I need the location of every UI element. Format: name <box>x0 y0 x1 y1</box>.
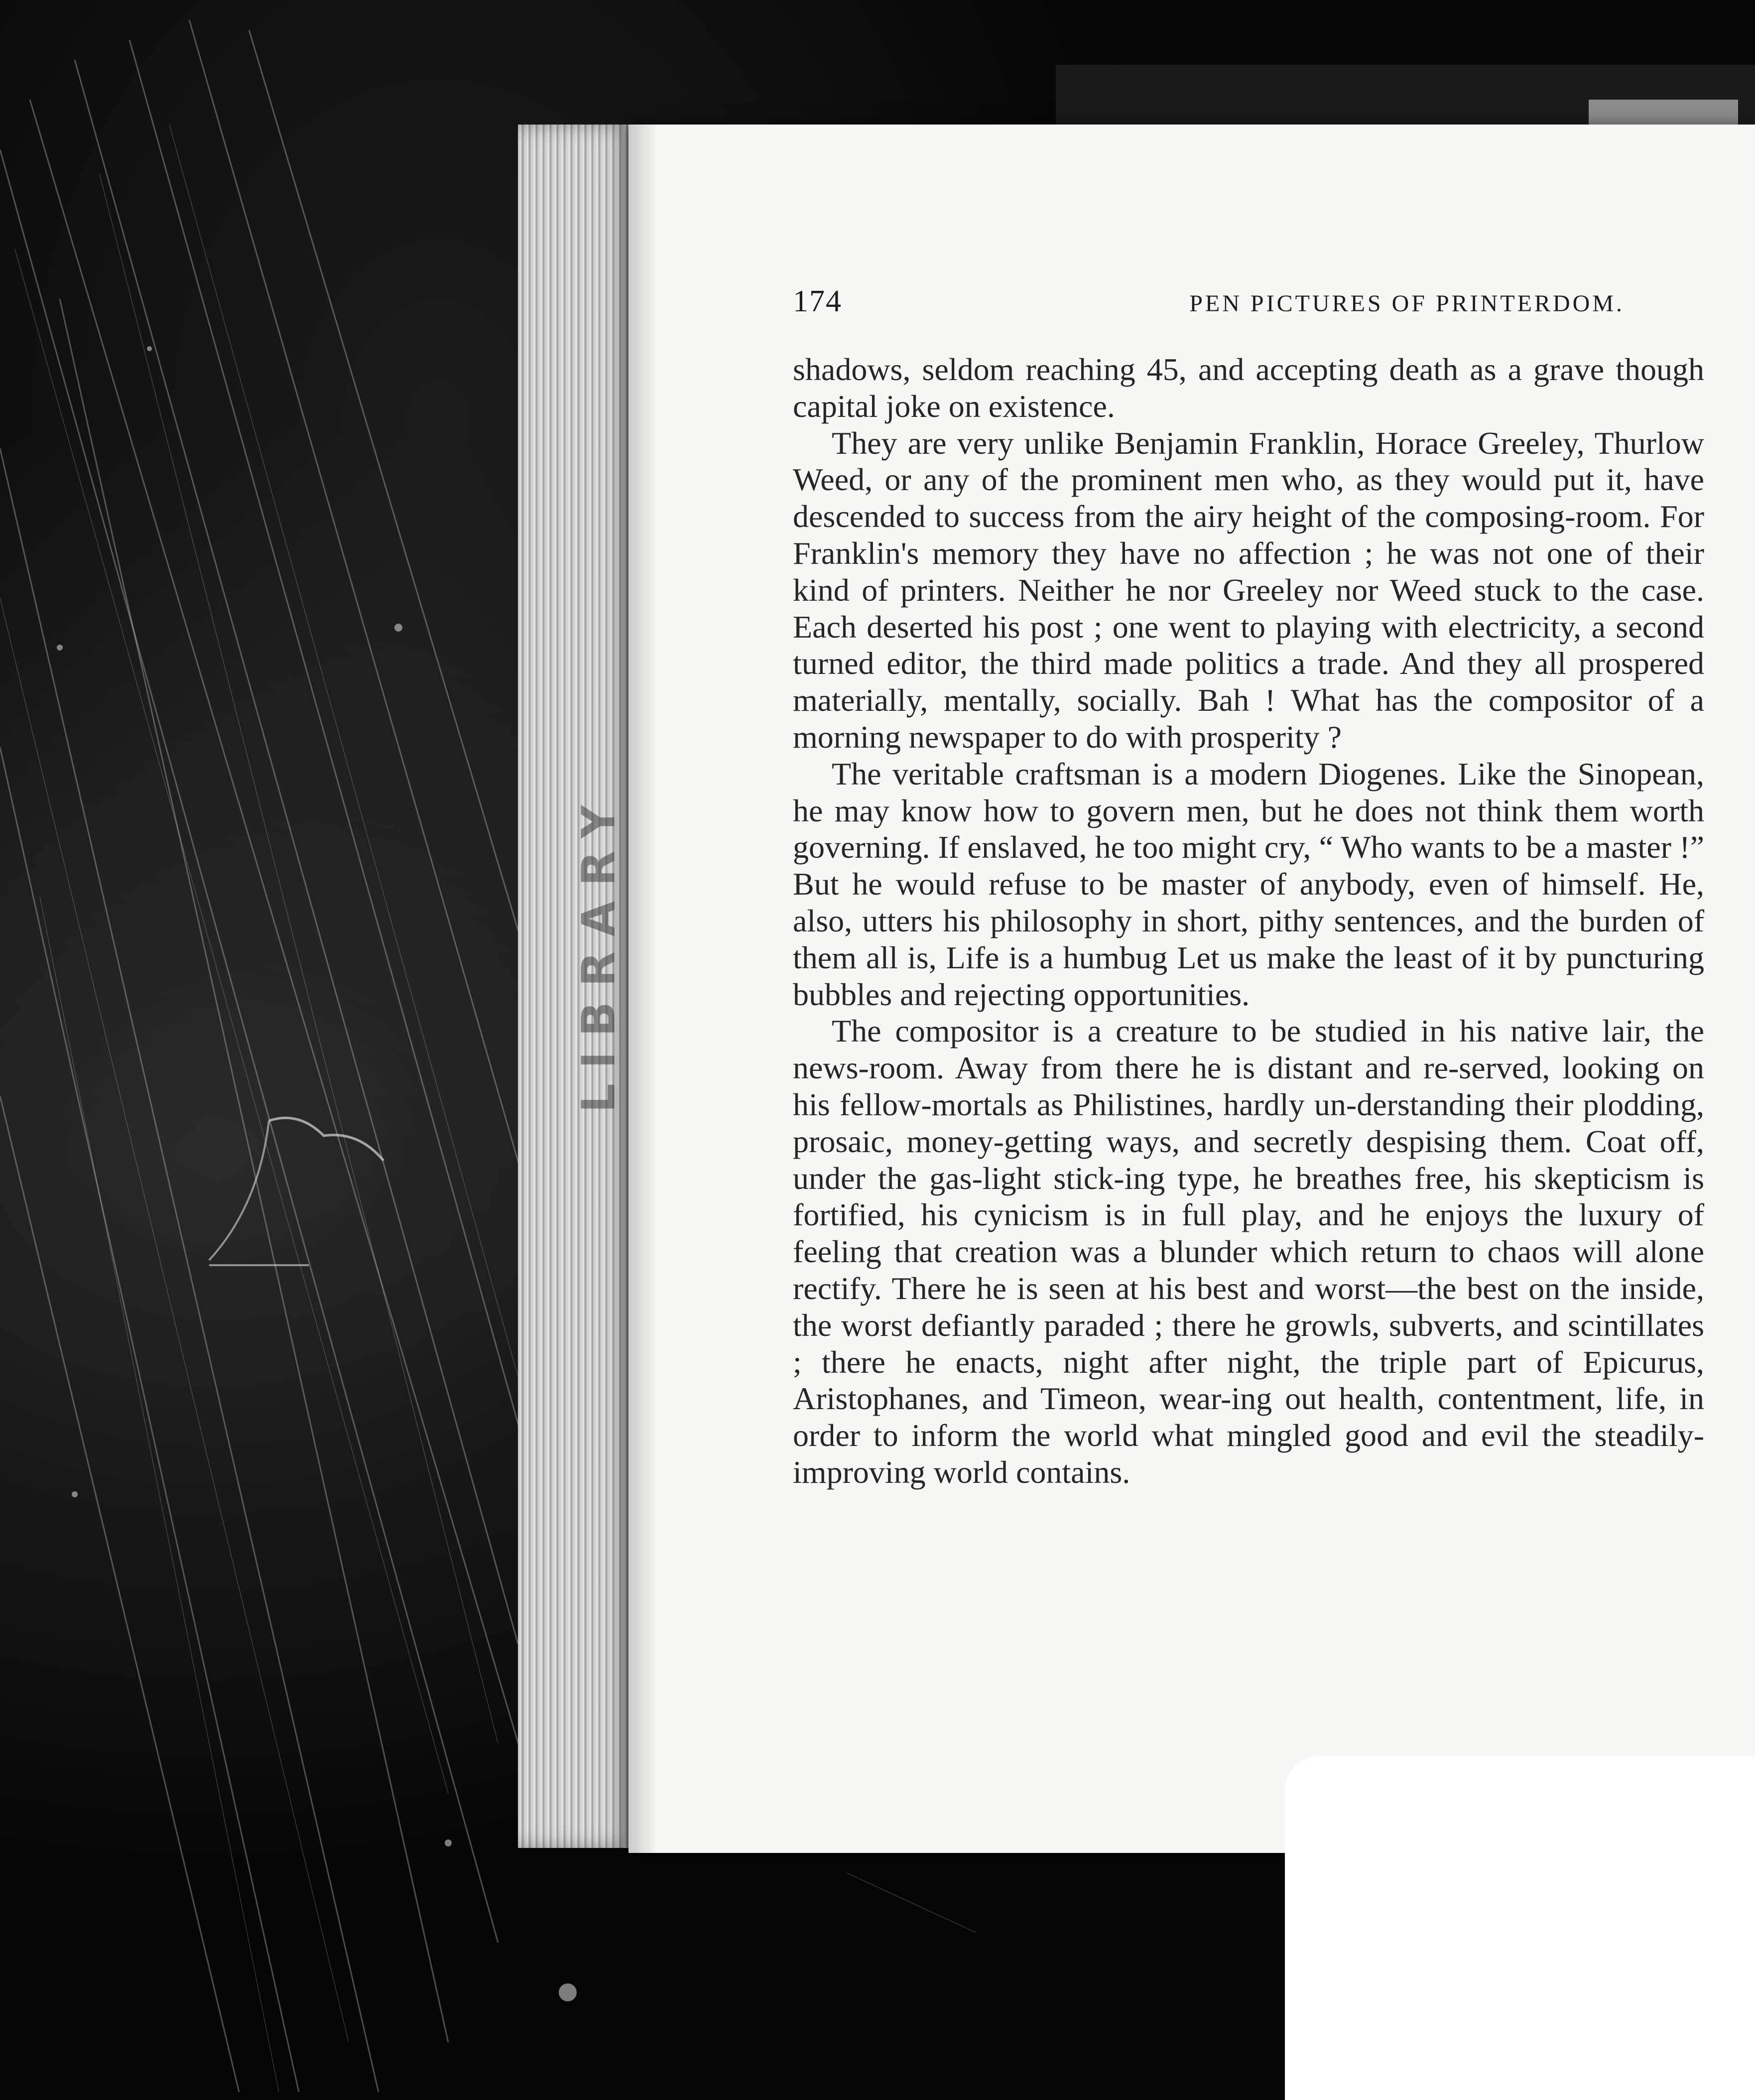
paragraph-diogenes: The veritable craftsman is a modern Diogenes. Like the Sinopean, he may know how to govern men, but he does not think them worth governing. If enslaved, he too might cry, “ Who wants to be a master !” But he would refuse to be master of anybody, even of himself. He, also, utters his philosophy in short, pithy sentences, and the burden of them all is, Life is a humbug Let us make the least of it by puncturing bubbles and rejecting opportunities. <box>793 756 1704 1012</box>
paragraph-continuation: shadows, seldom reaching 45, and accepting death as a grave though capital joke on existence. <box>793 352 1704 424</box>
page-number: 174 <box>793 284 842 318</box>
blank-corner-label <box>1285 1756 1755 2100</box>
paragraph-compositor: The compositor is a creature to be studied in his native lair, the news-room. Away from there he is distant and re-served, looking on his fellow-mortals as Philistines, hardly un-derstanding their plodding, prosaic, money-getting ways, and secretly despising them. Coat off, under the gas-light stick-ing type, he breathes free, his skepticism is fortified, his cynicism is in full play, and he enjoys the luxury of feeling that creation was a blunder which return to chaos will alone rectify. There he is seen at his best and worst—the best on the inside, the worst defiantly paraded ; there he growls, subverts, and scintillates ; there he enacts, night after night, the triple part of Epicurus, Aristophanes, and Timeon, wear-ing out health, contentment, life, in order to inform the world what mingled good and evil the steadily-improving world contains. <box>793 1013 1704 1490</box>
book-title: PEN PICTURES OF PRINTERDOM. <box>1189 290 1625 317</box>
scratch-curl <box>269 1118 383 1161</box>
library-edge-stamp: LIBRARY <box>572 790 626 1113</box>
paragraph-franklin: They are very unlike Benjamin Franklin, Horace Greeley, Thurlow Weed, or any of the prominent men who, as they would put it, have descended to success from the airy height of the composing-room. For Franklin's memory they have no affection ; he was not one of their kind of printers. Neither he nor Greeley nor Weed stuck to the case. Each deserted his post ; one went to playing with electricity, a second turned editor, the third made politics a trade. And they all prospered materially, mentally, socially. Bah ! What has the compositor of a morning newspaper to do with prosperity ? <box>793 425 1704 755</box>
book-page <box>628 125 1755 1853</box>
body-text <box>793 351 1704 1491</box>
running-head <box>793 284 1669 329</box>
